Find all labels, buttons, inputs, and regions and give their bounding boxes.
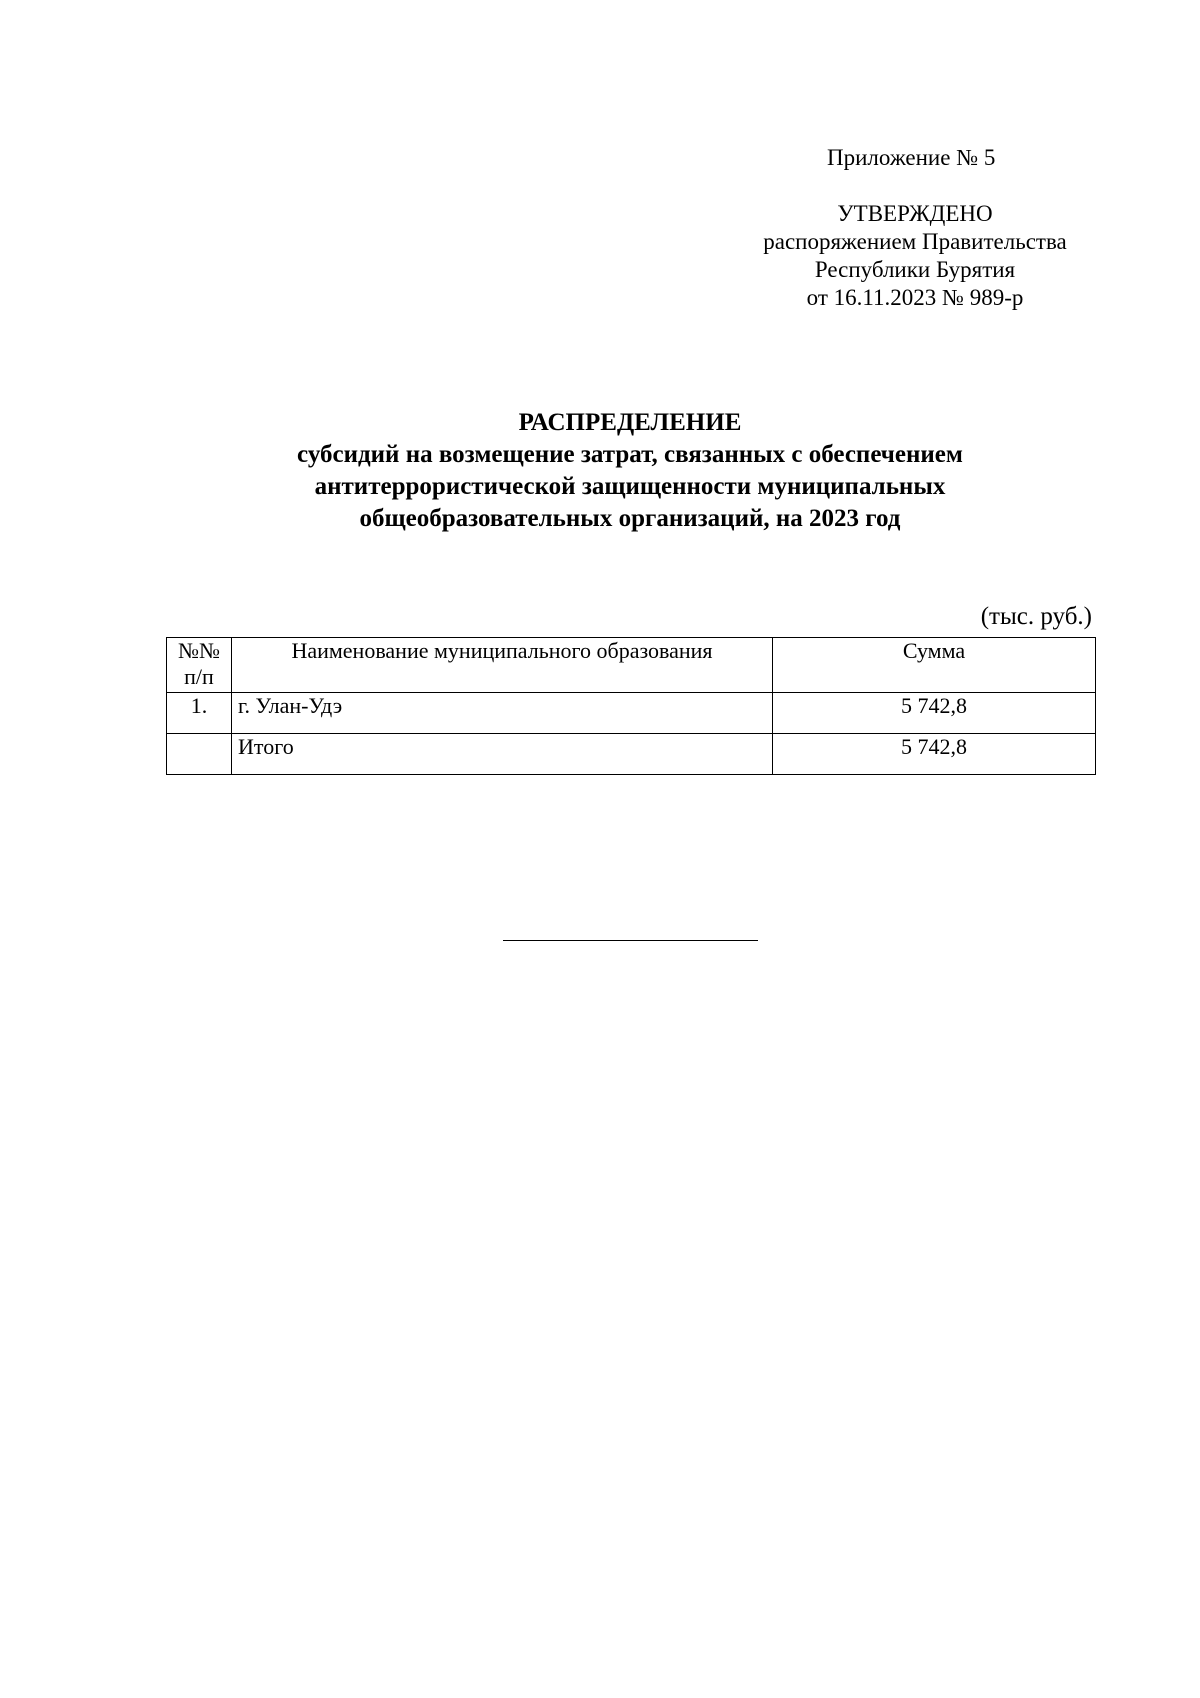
title-line-2: субсидий на возмещение затрат, связанных с обеспечением bbox=[297, 441, 963, 468]
distribution-table bbox=[166, 637, 1096, 775]
closing-separator-line bbox=[503, 940, 758, 941]
table-row bbox=[167, 693, 1096, 734]
table-row-total bbox=[167, 734, 1096, 775]
approved-date-number: от 16.11.2023 № 989-р bbox=[806, 285, 1024, 310]
document-title bbox=[150, 407, 1110, 535]
title-line-3: антитеррористической защищенности муниципальных bbox=[314, 473, 946, 500]
header-name: Наименование муниципального образования bbox=[232, 638, 773, 693]
title-line-4: общеобразовательных организаций, на 2023 год bbox=[359, 505, 901, 532]
cell-sum: 5 742,8 bbox=[773, 734, 1096, 775]
header-number-line2: п/п bbox=[184, 664, 214, 689]
cell-name: г. Улан-Удэ bbox=[232, 693, 773, 734]
units-label: (тыс. руб.) bbox=[980, 603, 1092, 630]
cell-sum: 5 742,8 bbox=[773, 693, 1096, 734]
header-sum: Сумма bbox=[773, 638, 1096, 693]
cell-number bbox=[167, 734, 232, 775]
approval-stamp-block bbox=[740, 200, 1090, 312]
header-number-line1: №№ bbox=[178, 638, 220, 663]
table-header-row bbox=[167, 638, 1096, 693]
cell-number: 1. bbox=[167, 693, 232, 734]
approved-heading: УТВЕРЖДЕНО bbox=[837, 201, 993, 226]
approved-by-line: распоряжением Правительства bbox=[763, 229, 1067, 254]
appendix-label: Приложение № 5 bbox=[827, 145, 996, 170]
cell-name: Итого bbox=[232, 734, 773, 775]
header-number bbox=[167, 638, 232, 693]
approved-by-region: Республики Бурятия bbox=[814, 257, 1016, 282]
title-line-1: РАСПРЕДЕЛЕНИЕ bbox=[518, 409, 742, 436]
